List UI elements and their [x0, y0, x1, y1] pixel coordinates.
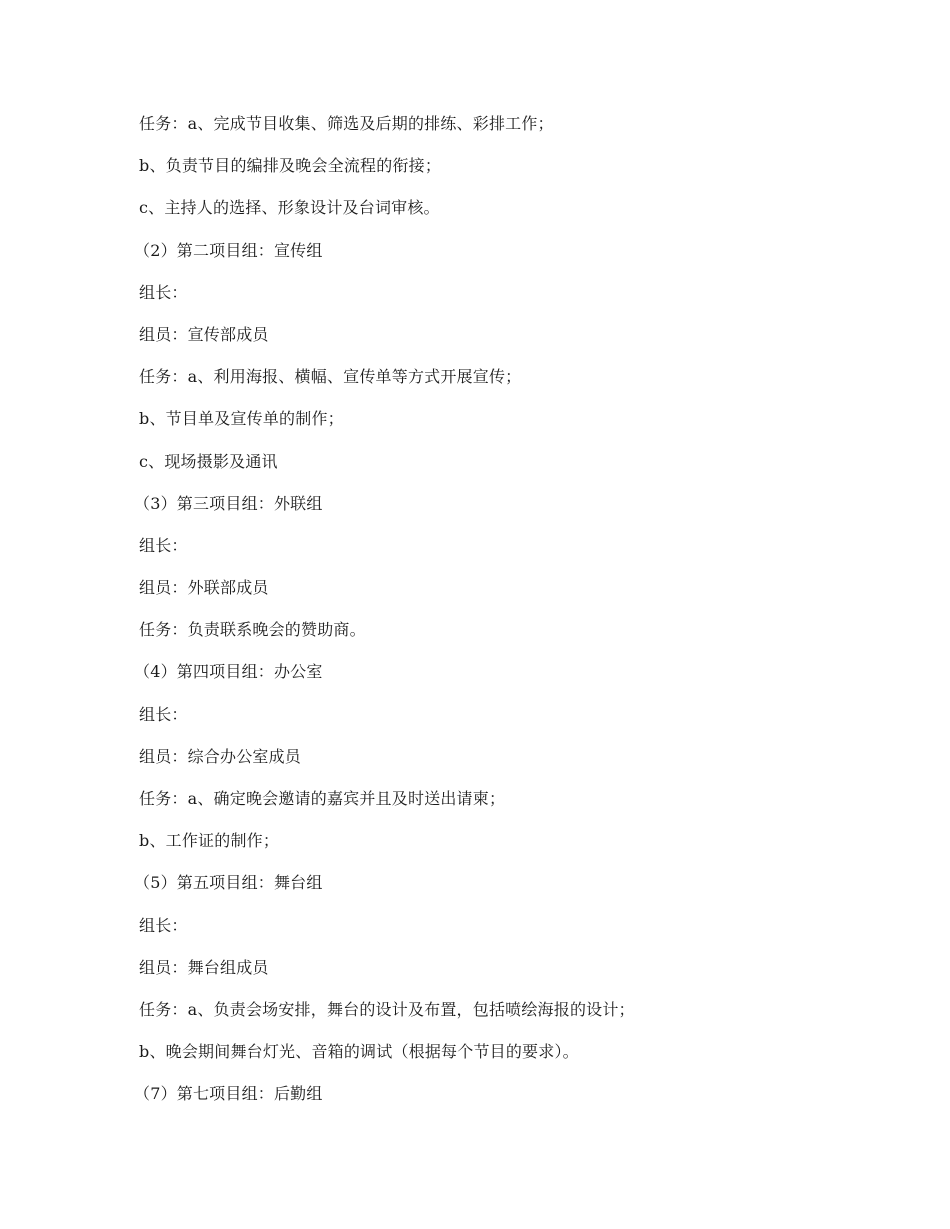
task-item-line: b、晚会期间舞台灯光、音箱的调试（根据每个节目的要求）。: [139, 1042, 579, 1062]
task-item-line: b、工作证的制作；: [139, 831, 280, 851]
leader-line: 组长：: [139, 915, 188, 935]
members-line: 组员：舞台组成员: [139, 957, 269, 977]
section-heading-group7: （7）第七项目组：后勤组: [134, 1084, 323, 1104]
task-item-line: b、节目单及宣传单的制作；: [139, 409, 344, 429]
section-heading-group3: （3）第三项目组：外联组: [134, 493, 323, 513]
task-line: 任务：a、利用海报、横幅、宣传单等方式开展宣传；: [139, 367, 522, 387]
task-line: 任务：负责联系晚会的赞助商。: [139, 620, 366, 640]
section-heading-group2: （2）第二项目组：宣传组: [134, 240, 323, 260]
document-body: [134, 110, 859, 1123]
leader-line: 组长：: [139, 282, 188, 302]
task-item-line: b、负责节目的编排及晚会全流程的衔接；: [139, 156, 442, 176]
task-line-group1: 任务：a、完成节目收集、筛选及后期的排练、彩排工作；: [139, 114, 554, 133]
section-heading-group5: （5）第五项目组：舞台组: [134, 873, 323, 893]
task-line: 任务：a、负责会场安排，舞台的设计及布置，包括喷绘海报的设计；: [139, 999, 635, 1019]
leader-line: 组长：: [139, 704, 188, 724]
task-item-line: c、现场摄影及通讯: [139, 451, 278, 471]
members-line: 组员：宣传部成员: [139, 324, 269, 344]
members-line: 组员：外联部成员: [139, 578, 269, 598]
section-heading-group4: （4）第四项目组：办公室: [134, 662, 323, 682]
task-item-line: c、主持人的选择、形象设计及台词审核。: [139, 198, 440, 218]
members-line: 组员：综合办公室成员: [139, 746, 302, 766]
task-line: 任务：a、确定晚会邀请的嘉宾并且及时送出请柬；: [139, 789, 506, 808]
leader-line: 组长：: [139, 535, 188, 555]
